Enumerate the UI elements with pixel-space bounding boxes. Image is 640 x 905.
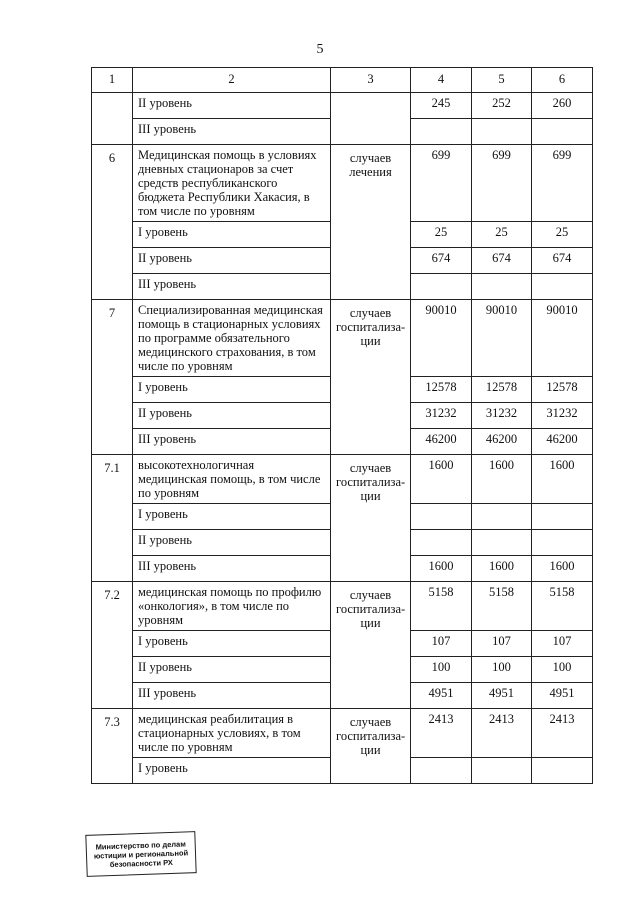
value-cell-col5: 2413	[472, 709, 532, 758]
value-cell-col5: 699	[472, 145, 532, 222]
indicator-name-cell: I уровень	[133, 758, 331, 784]
value-cell-col6: 46200	[532, 429, 593, 455]
value-cell-col4: 46200	[411, 429, 472, 455]
value-cell-col6: 5158	[532, 582, 593, 631]
value-cell-col4: 2413	[411, 709, 472, 758]
value-cell-col5: 100	[472, 657, 532, 683]
value-cell-col6	[532, 758, 593, 784]
value-cell-col6	[532, 274, 593, 300]
value-cell-col6: 260	[532, 93, 593, 119]
value-cell-col5: 4951	[472, 683, 532, 709]
value-cell-col5	[472, 119, 532, 145]
indicator-name-cell: II уровень	[133, 657, 331, 683]
value-cell-col5: 107	[472, 631, 532, 657]
value-cell-col4	[411, 504, 472, 530]
indicator-name-cell: Медицинская помощь в условиях дневных стационаров за счет средств республиканского бюджета Республики Хакасия, в том числе по уровням	[133, 145, 331, 222]
table-row-main	[92, 300, 593, 377]
unit-cell	[331, 93, 411, 145]
unit-cell: случаев госпитализа-ции	[331, 300, 411, 455]
unit-cell: случаев госпитализа-ции	[331, 582, 411, 709]
table-row-main	[92, 582, 593, 631]
value-cell-col5	[472, 758, 532, 784]
row-number-cell: 7	[92, 300, 133, 455]
row-number-cell: 7.3	[92, 709, 133, 784]
indicator-name-cell: III уровень	[133, 274, 331, 300]
value-cell-col4: 90010	[411, 300, 472, 377]
unit-cell: случаев лечения	[331, 145, 411, 300]
value-cell-col6	[532, 504, 593, 530]
value-cell-col4: 100	[411, 657, 472, 683]
value-cell-col4: 25	[411, 222, 472, 248]
value-cell-col6: 31232	[532, 403, 593, 429]
value-cell-col6: 12578	[532, 377, 593, 403]
value-cell-col6: 90010	[532, 300, 593, 377]
value-cell-col4: 31232	[411, 403, 472, 429]
indicator-name-cell: высокотехнологичная медицинская помощь, в том числе по уровням	[133, 455, 331, 504]
row-number-cell	[92, 93, 133, 145]
row-number-cell: 6	[92, 145, 133, 300]
value-cell-col5: 674	[472, 248, 532, 274]
header-cell: 6	[532, 68, 593, 93]
indicator-name-cell: II уровень	[133, 403, 331, 429]
value-cell-col4	[411, 758, 472, 784]
value-cell-col4: 5158	[411, 582, 472, 631]
table-row-main	[92, 145, 593, 222]
value-cell-col4: 245	[411, 93, 472, 119]
value-cell-col5: 1600	[472, 556, 532, 582]
value-cell-col4: 1600	[411, 556, 472, 582]
table-row-main	[92, 455, 593, 504]
value-cell-col5: 90010	[472, 300, 532, 377]
value-cell-col6: 1600	[532, 455, 593, 504]
value-cell-col6: 107	[532, 631, 593, 657]
value-cell-col5	[472, 504, 532, 530]
value-cell-col5: 31232	[472, 403, 532, 429]
indicator-name-cell: I уровень	[133, 504, 331, 530]
header-cell: 4	[411, 68, 472, 93]
value-cell-col6	[532, 530, 593, 556]
value-cell-col6: 699	[532, 145, 593, 222]
stamp-line: Министерство по делам	[95, 838, 186, 852]
table-row-level	[92, 93, 593, 119]
value-cell-col5: 1600	[472, 455, 532, 504]
value-cell-col4	[411, 530, 472, 556]
indicator-name-cell: II уровень	[133, 93, 331, 119]
indicator-name-cell: II уровень	[133, 530, 331, 556]
value-cell-col4: 699	[411, 145, 472, 222]
header-cell: 5	[472, 68, 532, 93]
indicator-name-cell: III уровень	[133, 556, 331, 582]
value-cell-col4: 4951	[411, 683, 472, 709]
value-cell-col6	[532, 119, 593, 145]
indicator-name-cell: медицинская помощь по профилю «онкология», в том числе по уровням	[133, 582, 331, 631]
value-cell-col5: 25	[472, 222, 532, 248]
value-cell-col5: 46200	[472, 429, 532, 455]
table-row-main	[92, 709, 593, 758]
value-cell-col6: 4951	[532, 683, 593, 709]
indicator-name-cell: III уровень	[133, 119, 331, 145]
indicator-name-cell: II уровень	[133, 248, 331, 274]
header-cell: 1	[92, 68, 133, 93]
indicator-name-cell: Специализированная медицинская помощь в стационарных условиях по программе обязательного медицинского страхования, в том числе по уровням	[133, 300, 331, 377]
registration-stamp	[85, 831, 196, 877]
value-cell-col6: 1600	[532, 556, 593, 582]
value-cell-col4: 674	[411, 248, 472, 274]
stamp-line: юстиции и региональной	[93, 847, 189, 861]
indicator-name-cell: I уровень	[133, 631, 331, 657]
value-cell-col4: 107	[411, 631, 472, 657]
value-cell-col5: 5158	[472, 582, 532, 631]
page-number: 5	[316, 42, 324, 57]
stamp-line: безопасности РХ	[109, 857, 173, 869]
indicator-name-cell: III уровень	[133, 683, 331, 709]
header-row	[92, 68, 593, 93]
value-cell-col5: 12578	[472, 377, 532, 403]
value-cell-col5: 252	[472, 93, 532, 119]
value-cell-col4: 12578	[411, 377, 472, 403]
row-number-cell: 7.2	[92, 582, 133, 709]
value-cell-col6: 100	[532, 657, 593, 683]
value-cell-col6: 674	[532, 248, 593, 274]
value-cell-col5	[472, 274, 532, 300]
data-table	[91, 67, 593, 784]
unit-cell: случаев госпитализа-ции	[331, 709, 411, 784]
value-cell-col4: 1600	[411, 455, 472, 504]
value-cell-col5	[472, 530, 532, 556]
value-cell-col4	[411, 119, 472, 145]
row-number-cell: 7.1	[92, 455, 133, 582]
indicator-name-cell: медицинская реабилитация в стационарных условиях, в том числе по уровням	[133, 709, 331, 758]
unit-cell: случаев госпитализа-ции	[331, 455, 411, 582]
indicator-name-cell: I уровень	[133, 222, 331, 248]
header-cell: 2	[133, 68, 331, 93]
value-cell-col6: 25	[532, 222, 593, 248]
header-cell: 3	[331, 68, 411, 93]
indicator-name-cell: III уровень	[133, 429, 331, 455]
value-cell-col6: 2413	[532, 709, 593, 758]
indicator-name-cell: I уровень	[133, 377, 331, 403]
value-cell-col4	[411, 274, 472, 300]
